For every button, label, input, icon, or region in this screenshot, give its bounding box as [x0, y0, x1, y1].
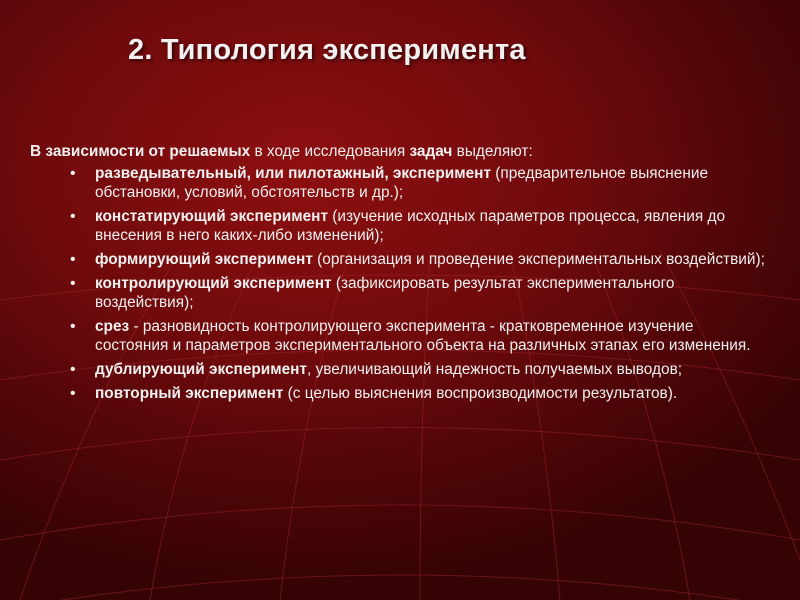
list-item [30, 207, 770, 245]
intro-bold-2: задач [409, 143, 453, 160]
item-term: констатирующий эксперимент [95, 208, 328, 225]
item-term: разведывательный, или пилотажный, эксперимент [95, 165, 491, 182]
list-item [30, 164, 770, 202]
bullet-list [30, 164, 770, 403]
bullet-icon: • [70, 251, 76, 268]
item-description: - разновидность контролирующего эксперимента - кратковременное изучение состояния и параметров экспериментального объекта на различных этапах его изменения. [95, 318, 751, 354]
item-description: (с целью выяснения воспроизводимости результатов). [283, 385, 678, 402]
list-item [30, 360, 770, 379]
item-term: срез [95, 318, 130, 335]
list-item [30, 250, 770, 269]
intro-text-1: в ходе исследования [250, 143, 410, 160]
item-description: (зафиксировать результат экспериментального воздействия); [95, 275, 675, 311]
intro-line [30, 142, 770, 161]
item-term: дублирующий эксперимент [95, 361, 308, 378]
list-item [30, 274, 770, 312]
item-term: повторный эксперимент [95, 385, 284, 402]
item-description: (организация и проведение экспериментальных воздействий); [312, 251, 765, 268]
intro-bold-1: В зависимости от решаемых [30, 143, 251, 160]
intro-text-2: выделяют: [452, 143, 533, 160]
item-description: (изучение исходных параметров процесса, явления до внесения в него каких-либо изменений); [95, 208, 725, 244]
bullet-icon: • [70, 275, 76, 292]
slide-content [30, 142, 770, 408]
slide-title: 2. Типология эксперимента [128, 34, 526, 66]
list-item [30, 317, 770, 355]
bullet-icon: • [70, 208, 76, 225]
item-description: (предварительное выяснение обстановки, условий, обстоятельств и др.); [95, 165, 709, 201]
bullet-icon: • [70, 318, 76, 335]
bullet-icon: • [70, 361, 76, 378]
bullet-icon: • [70, 165, 76, 182]
item-term: контролирующий эксперимент [95, 275, 332, 292]
list-item [30, 384, 770, 403]
item-description: , увеличивающий надежность получаемых выводов; [307, 361, 683, 378]
bullet-icon: • [70, 385, 76, 402]
item-term: формирующий эксперимент [95, 251, 313, 268]
